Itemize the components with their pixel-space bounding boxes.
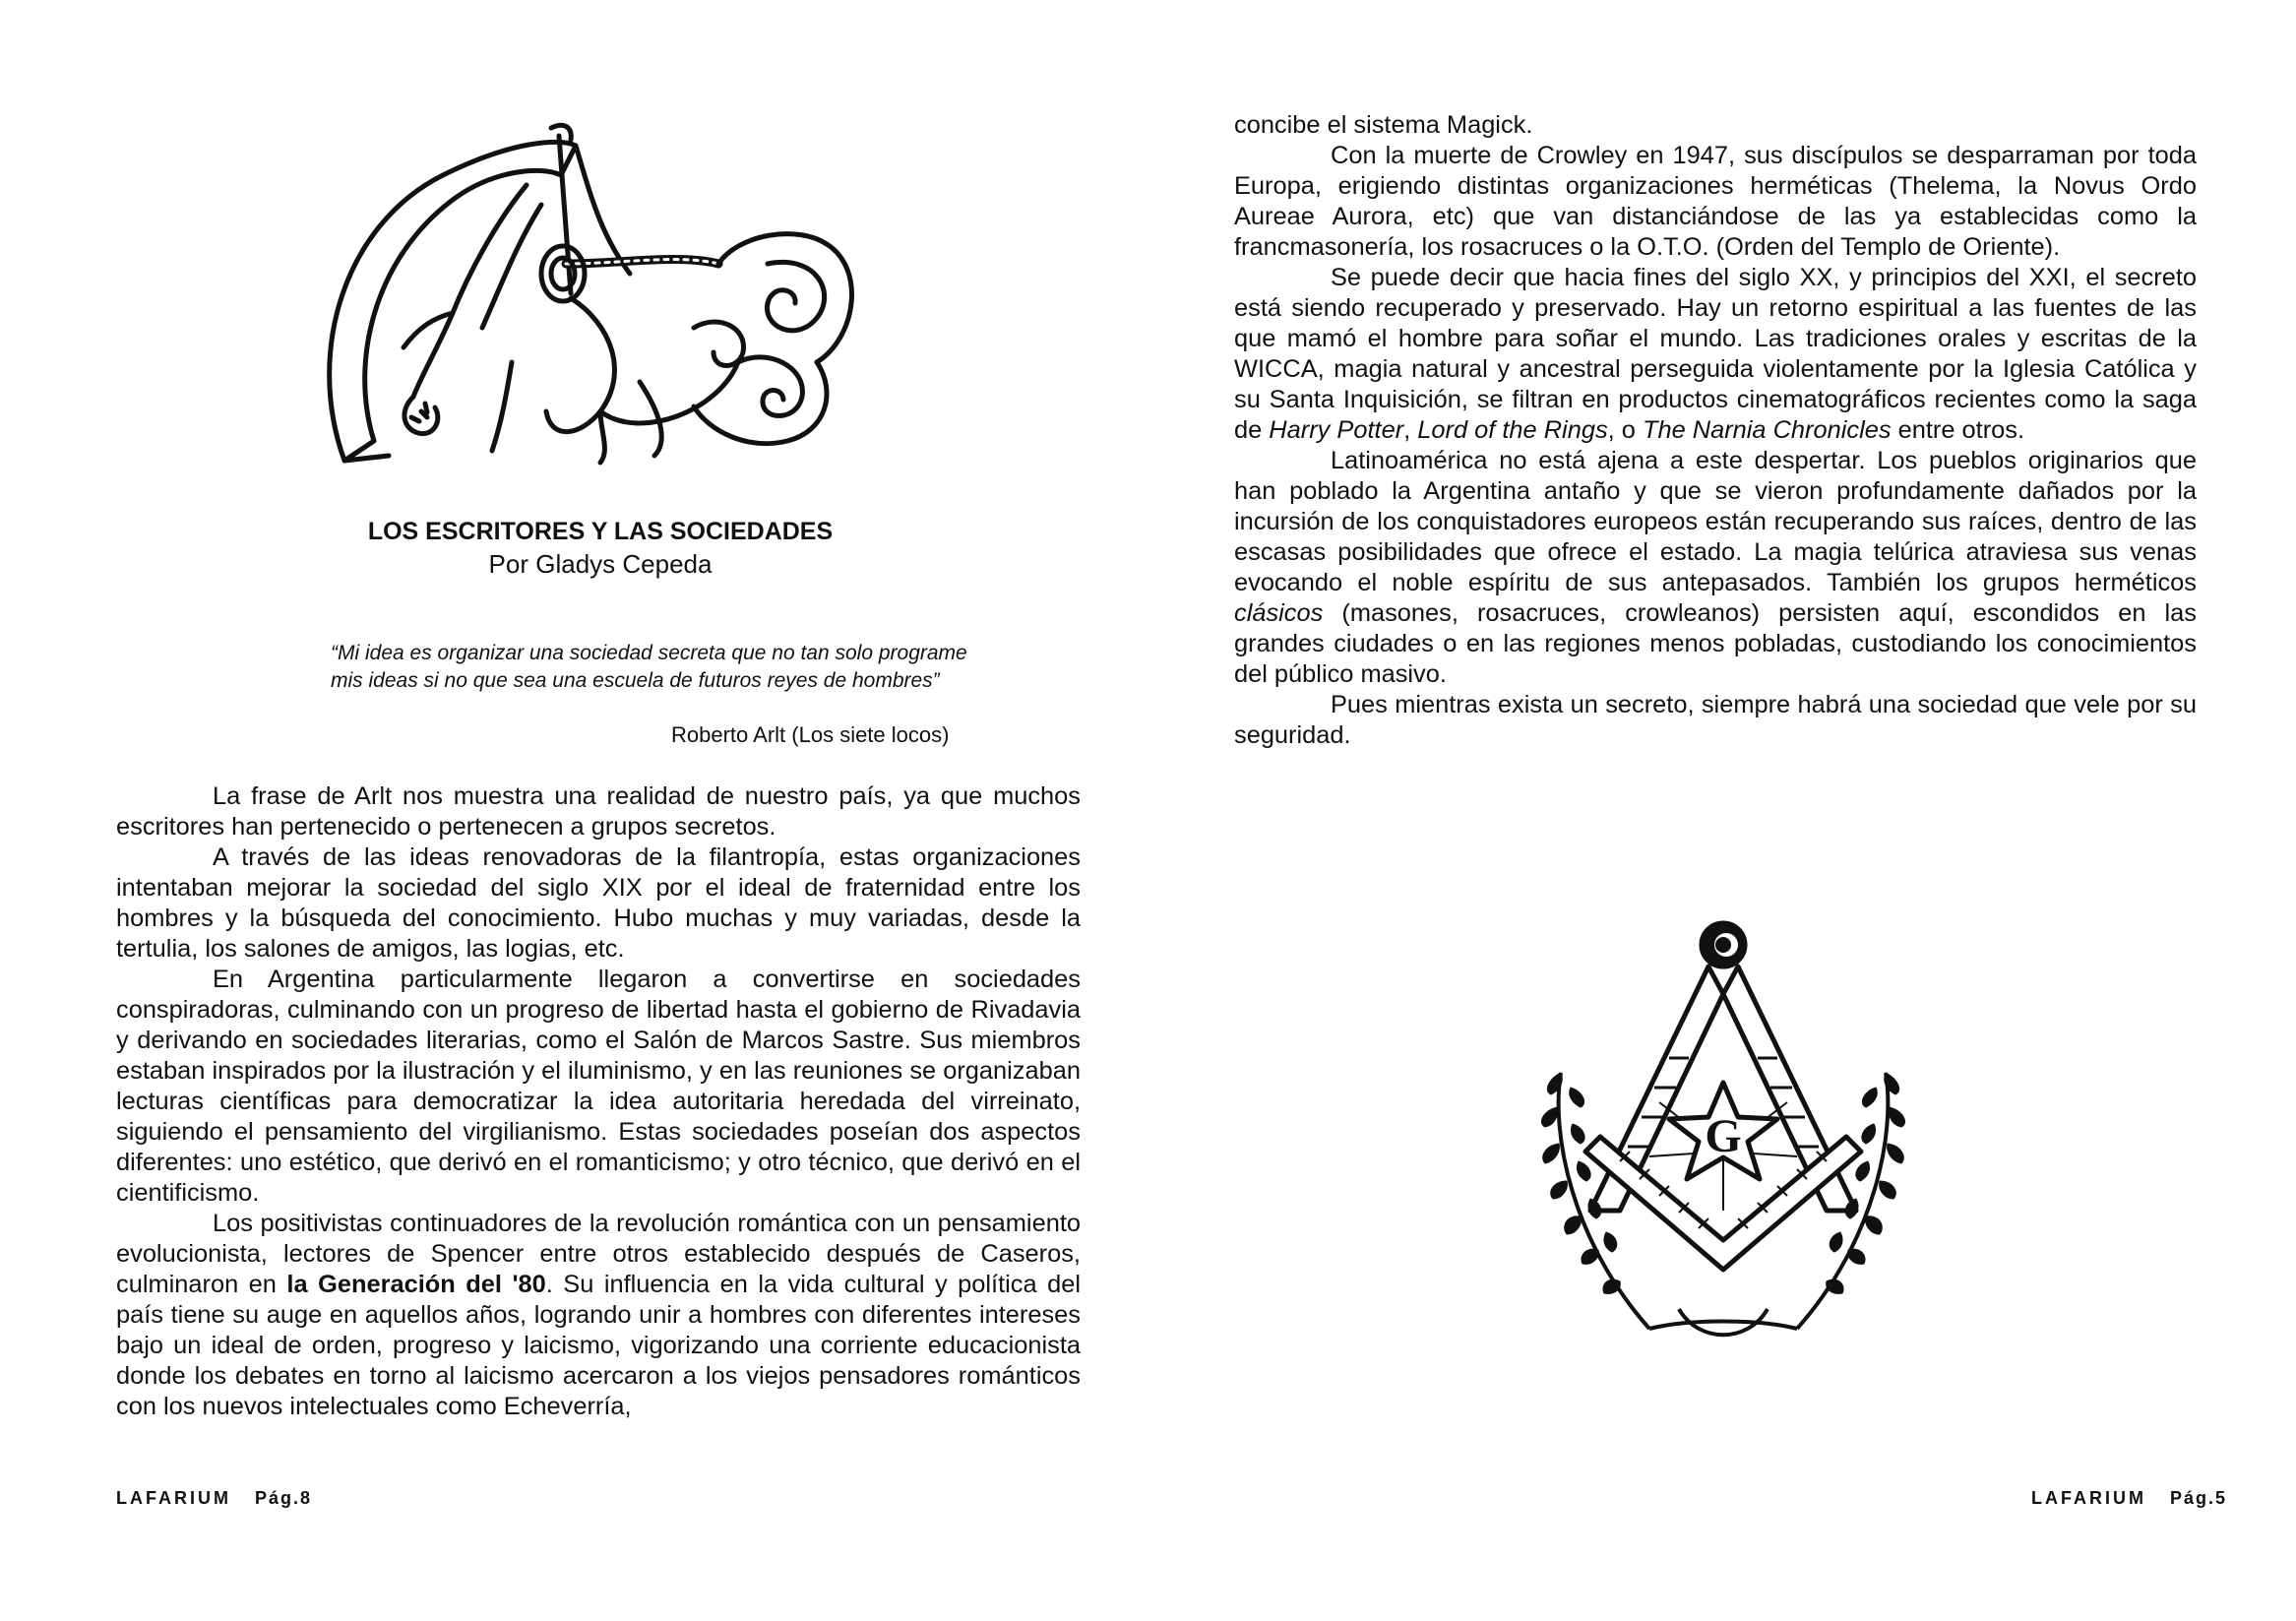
page-number: Pág.8 bbox=[255, 1488, 313, 1508]
paragraph: Pues mientras exista un secreto, siempre habrá una sociedad que vele por su seguridad. bbox=[1234, 691, 2197, 749]
epigraph-quote bbox=[331, 640, 1088, 695]
text-run: entre otros. bbox=[1891, 416, 2025, 444]
emblem-letter: G bbox=[1705, 1110, 1742, 1162]
quote-author: Roberto Arlt (Los siete locos) bbox=[671, 722, 950, 747]
article-title: LOS ESCRITORES Y LAS SOCIEDADES bbox=[367, 518, 834, 545]
footer-right bbox=[2031, 1488, 2227, 1509]
quote-line: “Mi idea es organizar una sociedad secreta que no tan solo programe bbox=[331, 642, 967, 664]
right-body-text bbox=[1234, 110, 2197, 751]
paragraph bbox=[116, 1209, 1081, 1422]
dragon-serpent-illustration bbox=[305, 116, 866, 480]
footer-left bbox=[116, 1488, 312, 1509]
text-run: . Su influencia en la vida cultural y política del país tiene su auge en aquellos años, logrando unir a hombres con diferentes intereses bajo un ideal de orden, progreso y laicismo, vigorizando una corriente educacionista donde los debates en torno al laicismo acercaron a los viejos pensadores románticos con los nuevos intelectuales como Echeverría, bbox=[116, 1271, 1081, 1420]
bold-text: la Generación del '80 bbox=[286, 1271, 546, 1298]
paragraph: concibe el sistema Magick. bbox=[1234, 111, 1533, 139]
paragraph bbox=[1234, 446, 2197, 690]
text-run: Los positivistas continuadores de la revolución romántica con un pensamiento evolucionista, lectores de Spencer entre otros establecido después de Caseros, culminaron en bbox=[116, 1210, 1081, 1298]
footer-brand: LAFARIUM bbox=[116, 1488, 231, 1508]
masonic-square-compass-emblem bbox=[1531, 915, 1915, 1358]
text-run: Se puede decir que hacia fines del siglo XX, y principios del XXI, el secreto está siendo recuperado y preservado. Hay un retorno espiritual a las fuentes de las que mamó el hombre para soñar el mundo. Las tradiciones orales y escritas de la WICCA, magia natural y ancestral perseguida violentamente por la Iglesia Católica y su Santa Inquisición, se filtran en productos cinematográficos recientes como la saga de bbox=[1234, 264, 2197, 444]
footer-brand: LAFARIUM bbox=[2030, 1488, 2146, 1508]
article-byline: Por Gladys Cepeda bbox=[488, 549, 713, 579]
paragraph bbox=[1234, 263, 2197, 446]
page-number: Pág.5 bbox=[2169, 1488, 2227, 1508]
quote-line: mis ideas si no que sea una escuela de futuros reyes de hombres” bbox=[331, 669, 940, 692]
text-run: (masones, rosacruces, crowleanos) persisten aquí, escondidos en las grandes ciudades o en las regiones menos pobladas, custodiando los conocimientos del público masivo. bbox=[1234, 599, 2197, 688]
paragraph: Con la muerte de Crowley en 1947, sus discípulos se desparraman por toda Europa, erigiendo distintas organizaciones herméticas (Thelema, la Novus Ordo Aureae Aurora, etc) que van distanciándose de las ya establecidas como la francmasonería, los rosacruces o la O.T.O. (Orden del Templo de Oriente). bbox=[1234, 142, 2197, 261]
italic-title: Lord of the Rings bbox=[1417, 416, 1608, 444]
text-run: Latinoamérica no está ajena a este despertar. Los pueblos originarios que han poblado la Argentina antaño y que se vieron profundamente dañados por la incursión de los conquistadores europeos están recuperando sus raíces, dentro de las escasas posibilidades que ofrece el estado. La magia telúrica atraviesa sus venas evocando el noble espíritu de sus antepasados. También los grupos herméticos bbox=[1234, 447, 2197, 596]
italic-text: clásicos bbox=[1234, 599, 1324, 627]
right-page bbox=[1148, 0, 2296, 1621]
italic-title: The Narnia Chronicles bbox=[1642, 416, 1892, 444]
paragraph: En Argentina particularmente llegaron a convertirse en sociedades conspiradoras, culminando con un progreso de libertad hasta el gobierno de Rivadavia y derivando en sociedades literarias, como el Salón de Marcos Sastre. Sus miembros estaban inspirados por la ilustración y el iluminismo, y en las reuniones se organizaban lecturas científicas para democratizar la idea autoritaria heredada del virreinato, siguiendo el pensamiento del virgilianismo. Estas sociedades poseían dos aspectos diferentes: uno estético, que derivó en el romanticismo; y otro técnico, que derivó en el cientificismo. bbox=[116, 966, 1081, 1207]
paragraph: A través de las ideas renovadoras de la filantropía, estas organizaciones intentaban mejorar la sociedad del siglo XIX por el ideal de fraternidad entre los hombres y la búsqueda del conocimiento. Hubo muchas y muy variadas, desde la tertulia, los salones de amigos, las logias, etc. bbox=[116, 843, 1081, 963]
text-run: , bbox=[1403, 416, 1418, 444]
left-body-text bbox=[116, 781, 1081, 1422]
text-run: , o bbox=[1607, 416, 1643, 444]
paragraph: La frase de Arlt nos muestra una realidad de nuestro país, ya que muchos escritores han pertenecido o pertenecen a grupos secretos. bbox=[116, 782, 1081, 841]
italic-title: Harry Potter bbox=[1269, 416, 1404, 444]
